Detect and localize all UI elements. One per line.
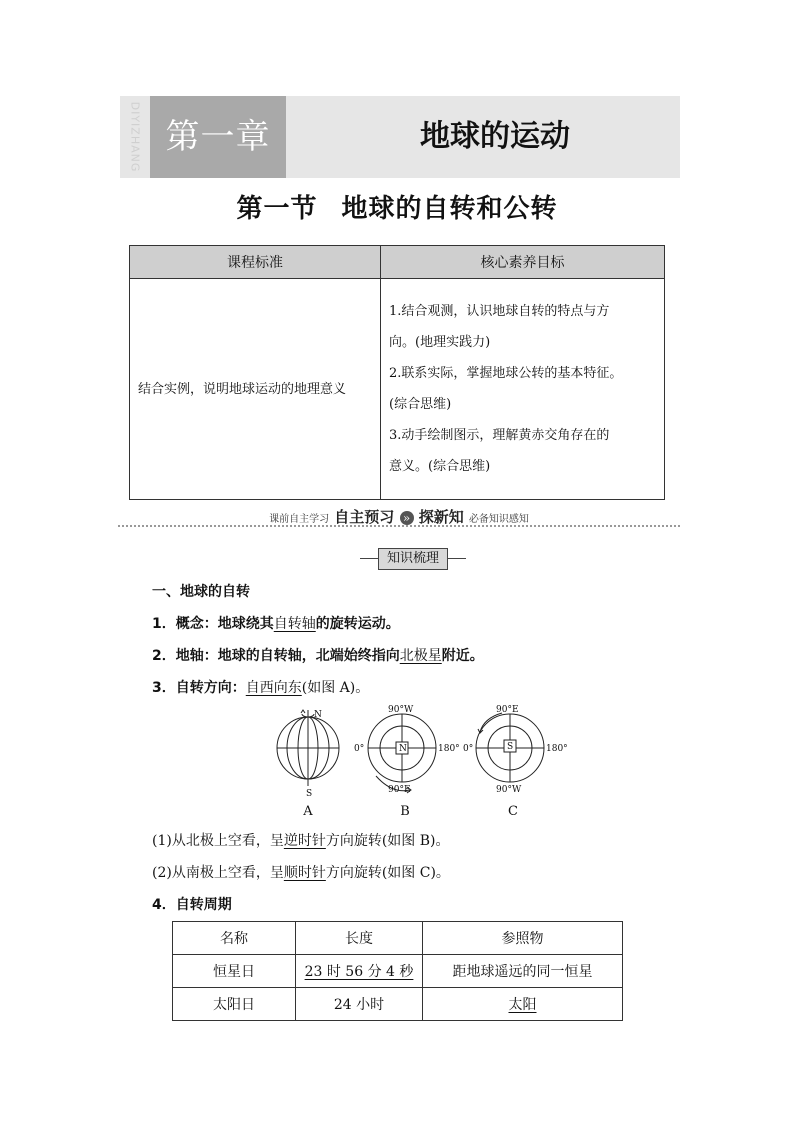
section-title	[0, 188, 794, 225]
knowledge-badge-label: 知识梳理	[378, 548, 448, 570]
period-name: 太阳日	[173, 988, 296, 1021]
divider-left-small: 课前自主学习	[269, 514, 330, 525]
period-reference: 太阳	[423, 988, 623, 1021]
fig-c-right: 180°	[546, 744, 568, 754]
fig-a-south: S	[306, 789, 313, 799]
goal-line: 1.结合观测，认识地球自转的特点与方	[389, 304, 610, 319]
period-header: 长度	[296, 922, 423, 955]
fig-c-bottom: 90°W	[496, 785, 522, 795]
standards-header-left: 课程标准	[130, 246, 381, 279]
fig-c-center: S	[507, 742, 514, 752]
preview-divider	[118, 506, 680, 528]
goal-line: 2.联系实际，掌握地球公转的基本特征。	[389, 366, 623, 381]
chapter-label: 第一章	[150, 96, 286, 178]
section-number: 第一节	[236, 194, 318, 224]
goal-line: 向。(地理实践力)	[389, 335, 491, 350]
fig-b-top: 90°W	[388, 705, 414, 715]
fig-a-north: N	[314, 710, 322, 720]
answer-underline: 自转轴	[273, 616, 316, 632]
table-row	[173, 988, 623, 1021]
globe-side-view	[277, 710, 339, 786]
fig-b-left: 0°	[354, 744, 365, 754]
period-reference: 距地球遥远的同一恒星	[423, 955, 623, 988]
content-item-4: 4．自转周期	[152, 897, 232, 913]
fig-b-bottom: 90°E	[388, 785, 411, 795]
section-name: 地球的自转和公转	[341, 194, 558, 224]
fig-label-a: A	[303, 804, 313, 819]
fig-label-c: C	[508, 804, 518, 819]
divider-main-1: 自主预习	[334, 508, 395, 526]
fig-c-left: 0°	[463, 744, 474, 754]
divider-main-2: 探新知	[418, 508, 464, 526]
banner-side-text: DIYIZHANG	[128, 101, 142, 173]
period-length: 24 小时	[296, 988, 423, 1021]
content-item-1: 1．概念：地球绕其自转轴的旋转运动。	[152, 616, 400, 632]
answer-underline: 顺时针	[283, 865, 326, 881]
content-note-1: (1)从北极上空看，呈逆时针方向旋转(如图 B)。	[152, 833, 450, 849]
content-item-3: 3．自转方向：自西向东(如图 A)。	[152, 680, 370, 696]
standards-body-row	[130, 279, 665, 500]
rotation-diagram	[260, 702, 568, 822]
standards-header-right: 核心素养目标	[381, 246, 665, 279]
content-item-2: 2．地轴：地球的自转轴，北端始终指向北极星附近。	[152, 648, 484, 664]
chapter-banner	[120, 96, 680, 178]
period-header: 名称	[173, 922, 296, 955]
standards-right-cell	[381, 279, 665, 500]
period-header-row	[173, 922, 623, 955]
answer-underline: 自西向东	[245, 680, 302, 696]
divider-text	[118, 506, 680, 527]
divider-right-small: 必备知识感知	[468, 514, 529, 525]
content-note-2: (2)从南极上空看，呈顺时针方向旋转(如图 C)。	[152, 865, 450, 881]
standards-table	[129, 245, 665, 500]
chapter-title: 地球的运动	[420, 119, 570, 154]
standards-left-cell: 结合实例，说明地球运动的地理意义	[130, 279, 381, 500]
fig-b-center: N	[399, 744, 407, 754]
chevron-right-icon: »	[400, 511, 414, 525]
fig-b-right: 180°	[438, 744, 460, 754]
rotation-period-table	[172, 921, 623, 1021]
fig-label-b: B	[400, 804, 410, 819]
fig-c-top: 90°E	[496, 705, 519, 715]
goal-line: 意义。(综合思维)	[389, 459, 491, 474]
goal-line: (综合思维)	[389, 397, 452, 412]
period-name: 恒星日	[173, 955, 296, 988]
standards-header-row	[130, 246, 665, 279]
answer-underline: 北极星	[399, 648, 442, 664]
goal-line: 3.动手绘制图示，理解黄赤交角存在的	[389, 428, 610, 443]
period-header: 参照物	[423, 922, 623, 955]
knowledge-badge	[360, 548, 466, 570]
banner-side-strip	[120, 96, 150, 178]
content-heading: 一、地球的自转	[152, 584, 250, 600]
table-row	[173, 955, 623, 988]
answer-underline: 逆时针	[283, 833, 326, 849]
period-length: 23 时 56 分 4 秒	[296, 955, 423, 988]
